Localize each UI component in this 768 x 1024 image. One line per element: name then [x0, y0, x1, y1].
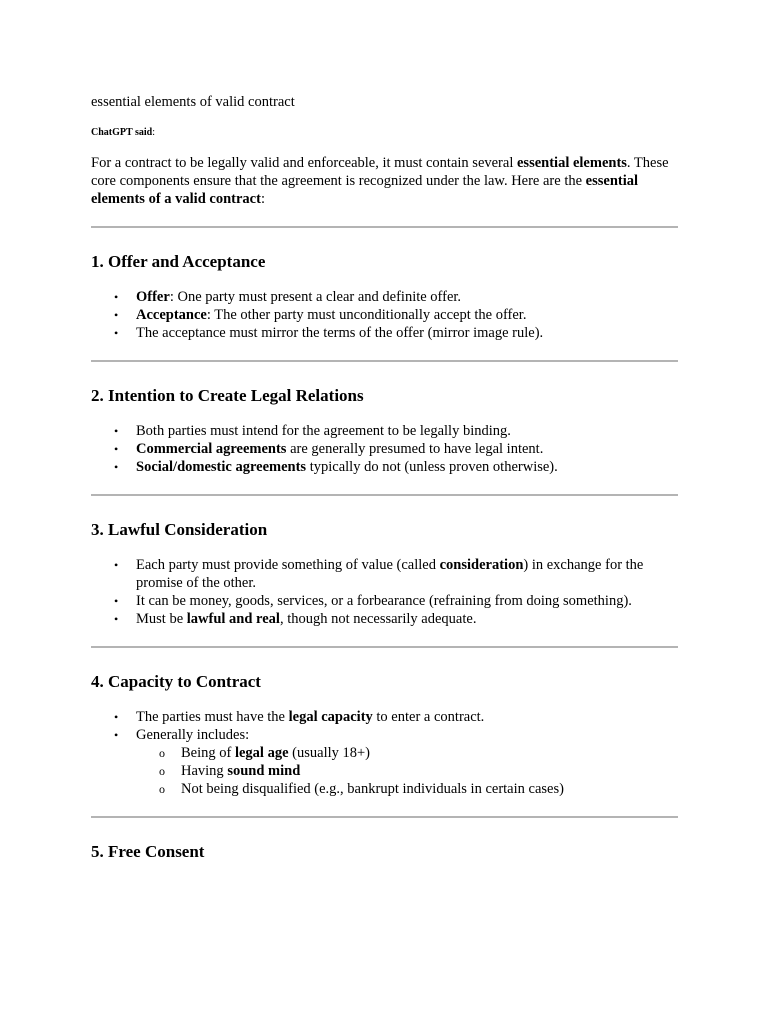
intro-text-1: For a contract to be legally valid and enforceable, it must contain several: [91, 155, 517, 171]
item-text: to enter a contract.: [372, 709, 485, 725]
item-text: Being of: [181, 745, 235, 761]
item-text: It can be money, goods, services, or a forbearance (refraining from doing something).: [136, 593, 632, 609]
item-text: The acceptance must mirror the terms of the offer (mirror image rule).: [136, 325, 544, 341]
bullet-icon: •: [114, 290, 119, 304]
item-bold: consideration: [439, 557, 524, 573]
bullet-icon: •: [114, 308, 119, 322]
item-text: Having: [181, 763, 228, 779]
capacity-sublist: [136, 744, 678, 798]
bullet-icon: •: [114, 710, 119, 724]
item-text: Must be: [136, 611, 187, 627]
sub-list-item: [159, 780, 678, 798]
list-item: [114, 422, 678, 440]
item-bold: Social/domestic agreements: [136, 459, 307, 475]
section-heading-consideration: 3. Lawful Consideration: [91, 520, 268, 539]
item-bold: legal age: [234, 745, 289, 761]
section-2-list: [91, 422, 678, 476]
section-heading-offer-acceptance: 1. Offer and Acceptance: [91, 252, 266, 271]
circle-bullet-icon: o: [159, 764, 165, 778]
bullet-icon: •: [114, 424, 119, 438]
document-page: [91, 93, 678, 863]
section-heading-capacity: 4. Capacity to Contract: [91, 672, 261, 691]
list-item: [114, 610, 678, 628]
sub-list-item: [159, 744, 678, 762]
item-text: are generally presumed to have legal intent.: [286, 441, 544, 457]
section-heading-free-consent: 5. Free Consent: [91, 842, 205, 861]
bullet-icon: •: [114, 442, 119, 456]
list-item: [114, 708, 678, 726]
bullet-icon: •: [114, 326, 119, 340]
section-4-list: [91, 708, 678, 798]
bullet-icon: •: [114, 558, 119, 572]
item-text: ) in exchange for the promise of the other.: [136, 557, 644, 591]
intro-paragraph: [91, 154, 678, 208]
chatgpt-said-label: [91, 126, 678, 139]
item-text: typically do not (unless proven otherwise).: [306, 459, 558, 475]
section-heading-intention: 2. Intention to Create Legal Relations: [91, 386, 364, 405]
item-bold: lawful and real: [186, 611, 280, 627]
item-text: Generally includes:: [136, 727, 250, 743]
list-item: [114, 306, 678, 324]
bullet-icon: •: [114, 594, 119, 608]
sub-list-item: [159, 762, 678, 780]
list-item: [114, 288, 678, 306]
list-item: [114, 458, 678, 476]
intro-text-2: . These core components ensure that the agreement is recognized under the law. Here are the: [91, 155, 669, 189]
item-bold: Commercial agreements: [136, 441, 287, 457]
item-text: : One party must present a clear and definite offer.: [169, 289, 462, 305]
list-item: [114, 592, 678, 610]
bullet-icon: •: [114, 612, 119, 626]
intro-text-3: :: [260, 191, 265, 207]
list-item: [114, 726, 678, 798]
item-bold: Acceptance: [136, 307, 207, 323]
section-3-list: [91, 556, 678, 628]
item-text: , though not necessarily adequate.: [279, 611, 477, 627]
list-item: [114, 556, 678, 592]
section-divider: [91, 494, 678, 496]
list-item: [114, 324, 678, 342]
bullet-icon: •: [114, 460, 119, 474]
section-divider: [91, 646, 678, 648]
section-divider: [91, 360, 678, 362]
intro-bold-1: essential elements: [516, 155, 627, 171]
item-bold: sound mind: [227, 763, 301, 779]
section-divider: [91, 816, 678, 818]
item-bold: Offer: [136, 289, 170, 305]
item-bold: legal capacity: [288, 709, 373, 725]
intro-bold-2: essential elements of a valid contract: [91, 173, 639, 207]
bullet-icon: •: [114, 728, 119, 742]
document-title: essential elements of valid contract: [91, 94, 295, 110]
item-text: (usually 18+): [288, 745, 371, 761]
item-text: : The other party must unconditionally accept the offer.: [206, 307, 527, 323]
item-text: The parties must have the: [136, 709, 289, 725]
item-text: Both parties must intend for the agreement to be legally binding.: [136, 423, 511, 439]
section-divider: [91, 226, 678, 228]
item-text: Each party must provide something of value (called: [136, 557, 440, 573]
said-colon: :: [152, 127, 156, 138]
said-name: ChatGPT said: [91, 127, 153, 138]
circle-bullet-icon: o: [159, 746, 165, 760]
item-text: Not being disqualified (e.g., bankrupt individuals in certain cases): [181, 781, 564, 797]
list-item: [114, 440, 678, 458]
section-1-list: [91, 288, 678, 342]
circle-bullet-icon: o: [159, 782, 165, 796]
